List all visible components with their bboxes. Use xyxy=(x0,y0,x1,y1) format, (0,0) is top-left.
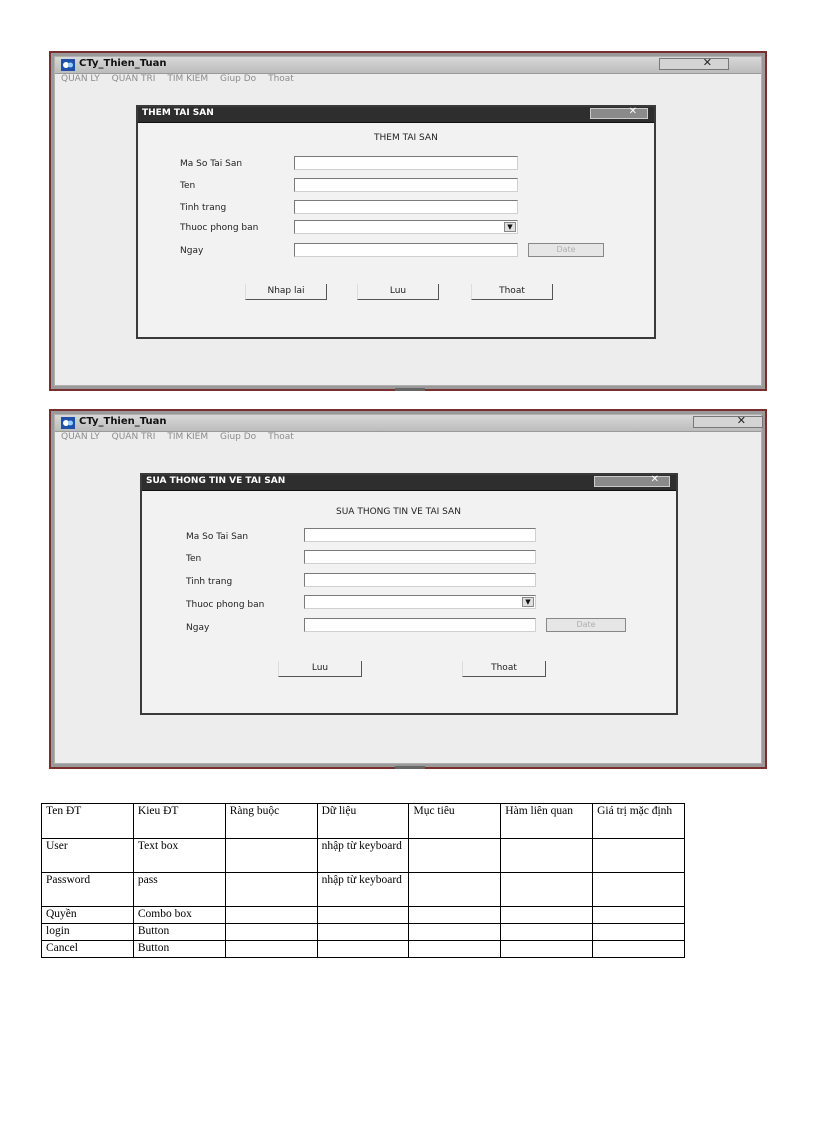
table-row xyxy=(42,839,685,873)
edit-asset-dialog xyxy=(140,473,678,715)
table-cell xyxy=(409,907,501,924)
table-cell xyxy=(409,873,501,907)
menu-giup-do[interactable]: Giup Do xyxy=(220,432,257,442)
table-cell xyxy=(593,873,685,907)
label-ma-so-tai-san: Ma So Tai San xyxy=(186,532,249,542)
ma-so-tai-san-input[interactable] xyxy=(304,528,536,542)
menu-quan-tri[interactable]: QUAN TRI xyxy=(111,432,156,442)
table-cell xyxy=(409,941,501,958)
ma-so-tai-san-input[interactable] xyxy=(294,156,518,170)
dialog-title: SUA THONG TIN VE TAI SAN xyxy=(146,476,286,486)
close-icon: ✕ xyxy=(628,106,637,117)
label-ngay: Ngay xyxy=(180,246,204,256)
luu-button[interactable]: Luu xyxy=(357,284,439,300)
table-cell xyxy=(593,941,685,958)
table-cell: Text box xyxy=(133,839,225,873)
table-cell: Button xyxy=(133,924,225,941)
control-spec-table xyxy=(41,803,685,958)
table-cell: Password xyxy=(42,873,134,907)
header-cell: Ràng buộc xyxy=(225,804,317,839)
dialog-title-bar xyxy=(142,475,676,491)
table-row xyxy=(42,873,685,907)
table-cell xyxy=(225,907,317,924)
table-cell xyxy=(501,873,593,907)
menu-quan-ly[interactable]: QUAN LY xyxy=(61,74,100,84)
table-cell: nhập từ keyboard xyxy=(317,873,409,907)
luu-button[interactable]: Luu xyxy=(278,661,362,677)
ten-input[interactable] xyxy=(294,178,518,192)
chevron-down-icon[interactable]: ▼ xyxy=(522,597,534,607)
header-cell: Hàm liên quan xyxy=(501,804,593,839)
ngay-input[interactable] xyxy=(304,618,536,632)
resize-grip xyxy=(395,388,425,391)
table-cell xyxy=(501,924,593,941)
table-cell xyxy=(317,907,409,924)
menu-quan-tri[interactable]: QUAN TRI xyxy=(111,74,156,84)
screenshot-edit-asset xyxy=(49,409,767,769)
thoat-button[interactable]: Thoat xyxy=(462,661,546,677)
header-cell: Mục tiêu xyxy=(409,804,501,839)
table-row xyxy=(42,941,685,958)
resize-grip xyxy=(395,766,425,769)
thuoc-phong-ban-select[interactable] xyxy=(294,220,518,234)
app-logo-icon xyxy=(61,417,75,429)
table-cell xyxy=(317,941,409,958)
app-title-bar xyxy=(55,415,761,432)
table-cell xyxy=(317,924,409,941)
form-heading: SUA THONG TIN VE TAI SAN xyxy=(336,507,461,517)
tinh-trang-input[interactable] xyxy=(294,200,518,214)
menu-tim-kiem[interactable]: TIM KIEM xyxy=(167,74,209,84)
table-cell xyxy=(501,907,593,924)
label-thuoc-phong-ban: Thuoc phong ban xyxy=(186,600,265,610)
label-ma-so-tai-san: Ma So Tai San xyxy=(180,159,243,169)
table-cell xyxy=(225,941,317,958)
ngay-input[interactable] xyxy=(294,243,518,257)
header-cell: Ten ĐT xyxy=(42,804,134,839)
table-cell: Cancel xyxy=(42,941,134,958)
form-heading: THEM TAI SAN xyxy=(374,133,438,143)
table-row xyxy=(42,924,685,941)
table-cell: Button xyxy=(133,941,225,958)
chevron-down-icon[interactable]: ▼ xyxy=(504,222,516,232)
dialog-close-button[interactable] xyxy=(594,476,670,487)
app-window xyxy=(54,414,762,764)
table-row xyxy=(42,907,685,924)
table-cell xyxy=(409,839,501,873)
window-close-button[interactable] xyxy=(659,58,729,70)
table-cell xyxy=(593,839,685,873)
label-ten: Ten xyxy=(180,181,196,191)
label-tinh-trang: Tinh trang xyxy=(180,203,227,213)
menu-bar xyxy=(61,432,303,446)
table-header-row xyxy=(42,804,685,839)
table-cell xyxy=(409,924,501,941)
header-cell: Giá trị mặc định xyxy=(593,804,685,839)
menu-giup-do[interactable]: Giup Do xyxy=(220,74,257,84)
nhap-lai-button[interactable]: Nhap lai xyxy=(245,284,327,300)
close-icon: ✕ xyxy=(650,474,659,485)
table-cell xyxy=(225,839,317,873)
screenshot-add-asset xyxy=(49,51,767,391)
app-logo-icon xyxy=(61,59,75,71)
close-icon: ✕ xyxy=(736,414,746,427)
thuoc-phong-ban-select[interactable] xyxy=(304,595,536,609)
label-ngay: Ngay xyxy=(186,623,210,633)
table-cell xyxy=(501,839,593,873)
label-ten: Ten xyxy=(186,554,202,564)
thoat-button[interactable]: Thoat xyxy=(471,284,553,300)
dialog-title: THEM TAI SAN xyxy=(142,108,214,118)
menu-thoat[interactable]: Thoat xyxy=(268,74,294,84)
menu-quan-ly[interactable]: QUAN LY xyxy=(61,432,100,442)
close-icon: ✕ xyxy=(702,56,712,69)
add-asset-dialog xyxy=(136,105,656,339)
table-cell xyxy=(225,924,317,941)
table-cell xyxy=(593,907,685,924)
date-button[interactable]: Date xyxy=(528,243,604,257)
dialog-close-button[interactable] xyxy=(590,108,648,119)
menu-bar xyxy=(61,74,303,88)
app-title-bar xyxy=(55,57,761,74)
tinh-trang-input[interactable] xyxy=(304,573,536,587)
table-cell: nhập từ keyboard xyxy=(317,839,409,873)
table-cell: User xyxy=(42,839,134,873)
app-title: CTy_Thien_Tuan xyxy=(79,416,167,427)
table-cell: Quyền xyxy=(42,907,134,924)
table-cell xyxy=(225,873,317,907)
table-cell xyxy=(593,924,685,941)
app-title: CTy_Thien_Tuan xyxy=(79,58,167,69)
table-cell: Combo box xyxy=(133,907,225,924)
header-cell: Dữ liệu xyxy=(317,804,409,839)
app-window xyxy=(54,56,762,386)
table-cell: pass xyxy=(133,873,225,907)
header-cell: Kieu ĐT xyxy=(133,804,225,839)
table-cell xyxy=(501,941,593,958)
dialog-title-bar xyxy=(138,107,654,123)
label-tinh-trang: Tinh trang xyxy=(186,577,233,587)
menu-thoat[interactable]: Thoat xyxy=(268,432,294,442)
ten-input[interactable] xyxy=(304,550,536,564)
date-button[interactable]: Date xyxy=(546,618,626,632)
window-close-button[interactable] xyxy=(693,416,763,428)
menu-tim-kiem[interactable]: TIM KIEM xyxy=(167,432,209,442)
table-cell: login xyxy=(42,924,134,941)
label-thuoc-phong-ban: Thuoc phong ban xyxy=(180,223,259,233)
